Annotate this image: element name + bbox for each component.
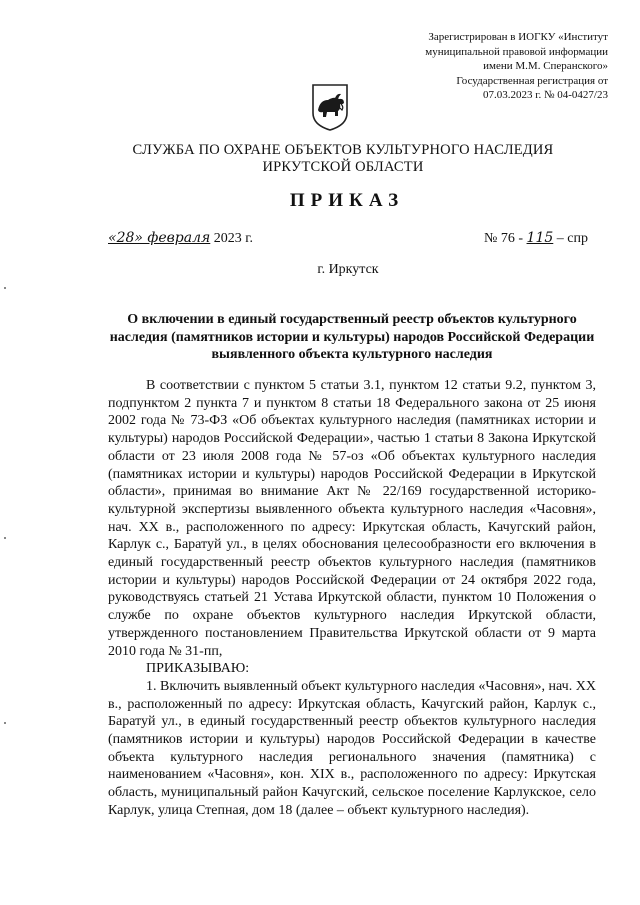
document-city (0, 262, 640, 278)
document-title (0, 190, 640, 212)
scan-edge-mark (4, 287, 6, 289)
scan-edge-mark (4, 722, 6, 724)
scan-edge-mark (4, 537, 6, 539)
agency-line: ИРКУТСКОЙ ОБЛАСТИ (262, 159, 424, 175)
document-subject: О включении в единый государственный реестр объектов культурного наследия (памятников истории и культуры) народов Российской Федерации выявленного объекта культурного наследия (109, 312, 595, 362)
registration-line: 07.03.2023 г. № 04-0427/23 (483, 89, 608, 101)
city-text: г. Иркутск (317, 262, 379, 277)
agency-name (0, 142, 640, 176)
order-item-1: 1. Включить выявленный объект культурного наследия «Часовня», нач. XX в., расположенный по адресу: Иркутская область, Качугский район, Карлук с., Баратуй ул., в единый государственный реестр объектов культурного наследия (памятников истории и культуры) народов Российской Федерации в качестве объекта культурного наследия регионального значения (памятника) с наименованием «Часовня», кон. XIX в., расположенного по адресу: Иркутская область, муниципальный район Качугский, сельское поселение Карлукское, село Карлук, улица Степная, дом 18 (далее – объект культурного наследия). (108, 678, 596, 818)
document-number (484, 230, 588, 247)
document-body (108, 377, 596, 820)
agency-line: СЛУЖБА ПО ОХРАНЕ ОБЪЕКТОВ КУЛЬТУРНОГО НАСЛЕДИЯ (132, 142, 554, 158)
irkutsk-coat-of-arms-icon (311, 83, 349, 131)
document-title-text: ПРИКАЗ (289, 190, 405, 211)
registration-line: Государственная регистрация от (456, 74, 608, 87)
number-prefix: № 76 - (484, 231, 524, 246)
registration-line: имени М.М. Сперанского» (483, 60, 608, 72)
registration-line: муниципальной правовой информации (425, 45, 608, 58)
handwritten-number: 115 (526, 230, 554, 246)
handwritten-date: «28» февраля (108, 230, 211, 246)
document-date (108, 230, 253, 247)
order-word: ПРИКАЗЫВАЮ: (146, 661, 250, 677)
registration-line: Зарегистрирован в ИОГКУ «Институт (428, 31, 608, 43)
preamble-paragraph: В соответствии с пунктом 5 статьи 3.1, пунктом 12 статьи 9.2, пунктом 3, подпунктом 2 пункта 7 и пунктом 8 статьи 18 Федерального закона от 25 июня 2002 года № 73-ФЗ «Об объектах культурного наследия (памятниках истории и культуры) народов Российской Федерации», частью 1 статьи 8 Закона Иркутской области от 23 июля 2008 года № 57-оз «Об объектах культурного наследия (памятниках истории и культуры) народов Российской Федерации в Иркутской области», принимая во внимание Акт № 22/169 государственной историко-культурной экспертизы выявленного объекта культурного наследия «Часовня», нач. XX в., расположенного по адресу: Иркутская область, Качугский район, Карлук с., Баратуй ул., в целях обоснования целесообразности его включения в единый государственный реестр объектов культурного наследия (памятников истории и культуры) народов Российской Федерации от 24 октября 2022 года, руководствуясь статьей 21 Устава Иркутской области, пунктом 10 Положения о службе по охране объектов культурного наследия Иркутской области, утвержденного постановлением Правительства Иркутской области от 9 марта 2010 года № 31-пп, (108, 378, 596, 659)
date-year: 2023 г. (213, 231, 253, 246)
registration-stamp (378, 30, 608, 103)
number-suffix: – спр (556, 231, 588, 246)
